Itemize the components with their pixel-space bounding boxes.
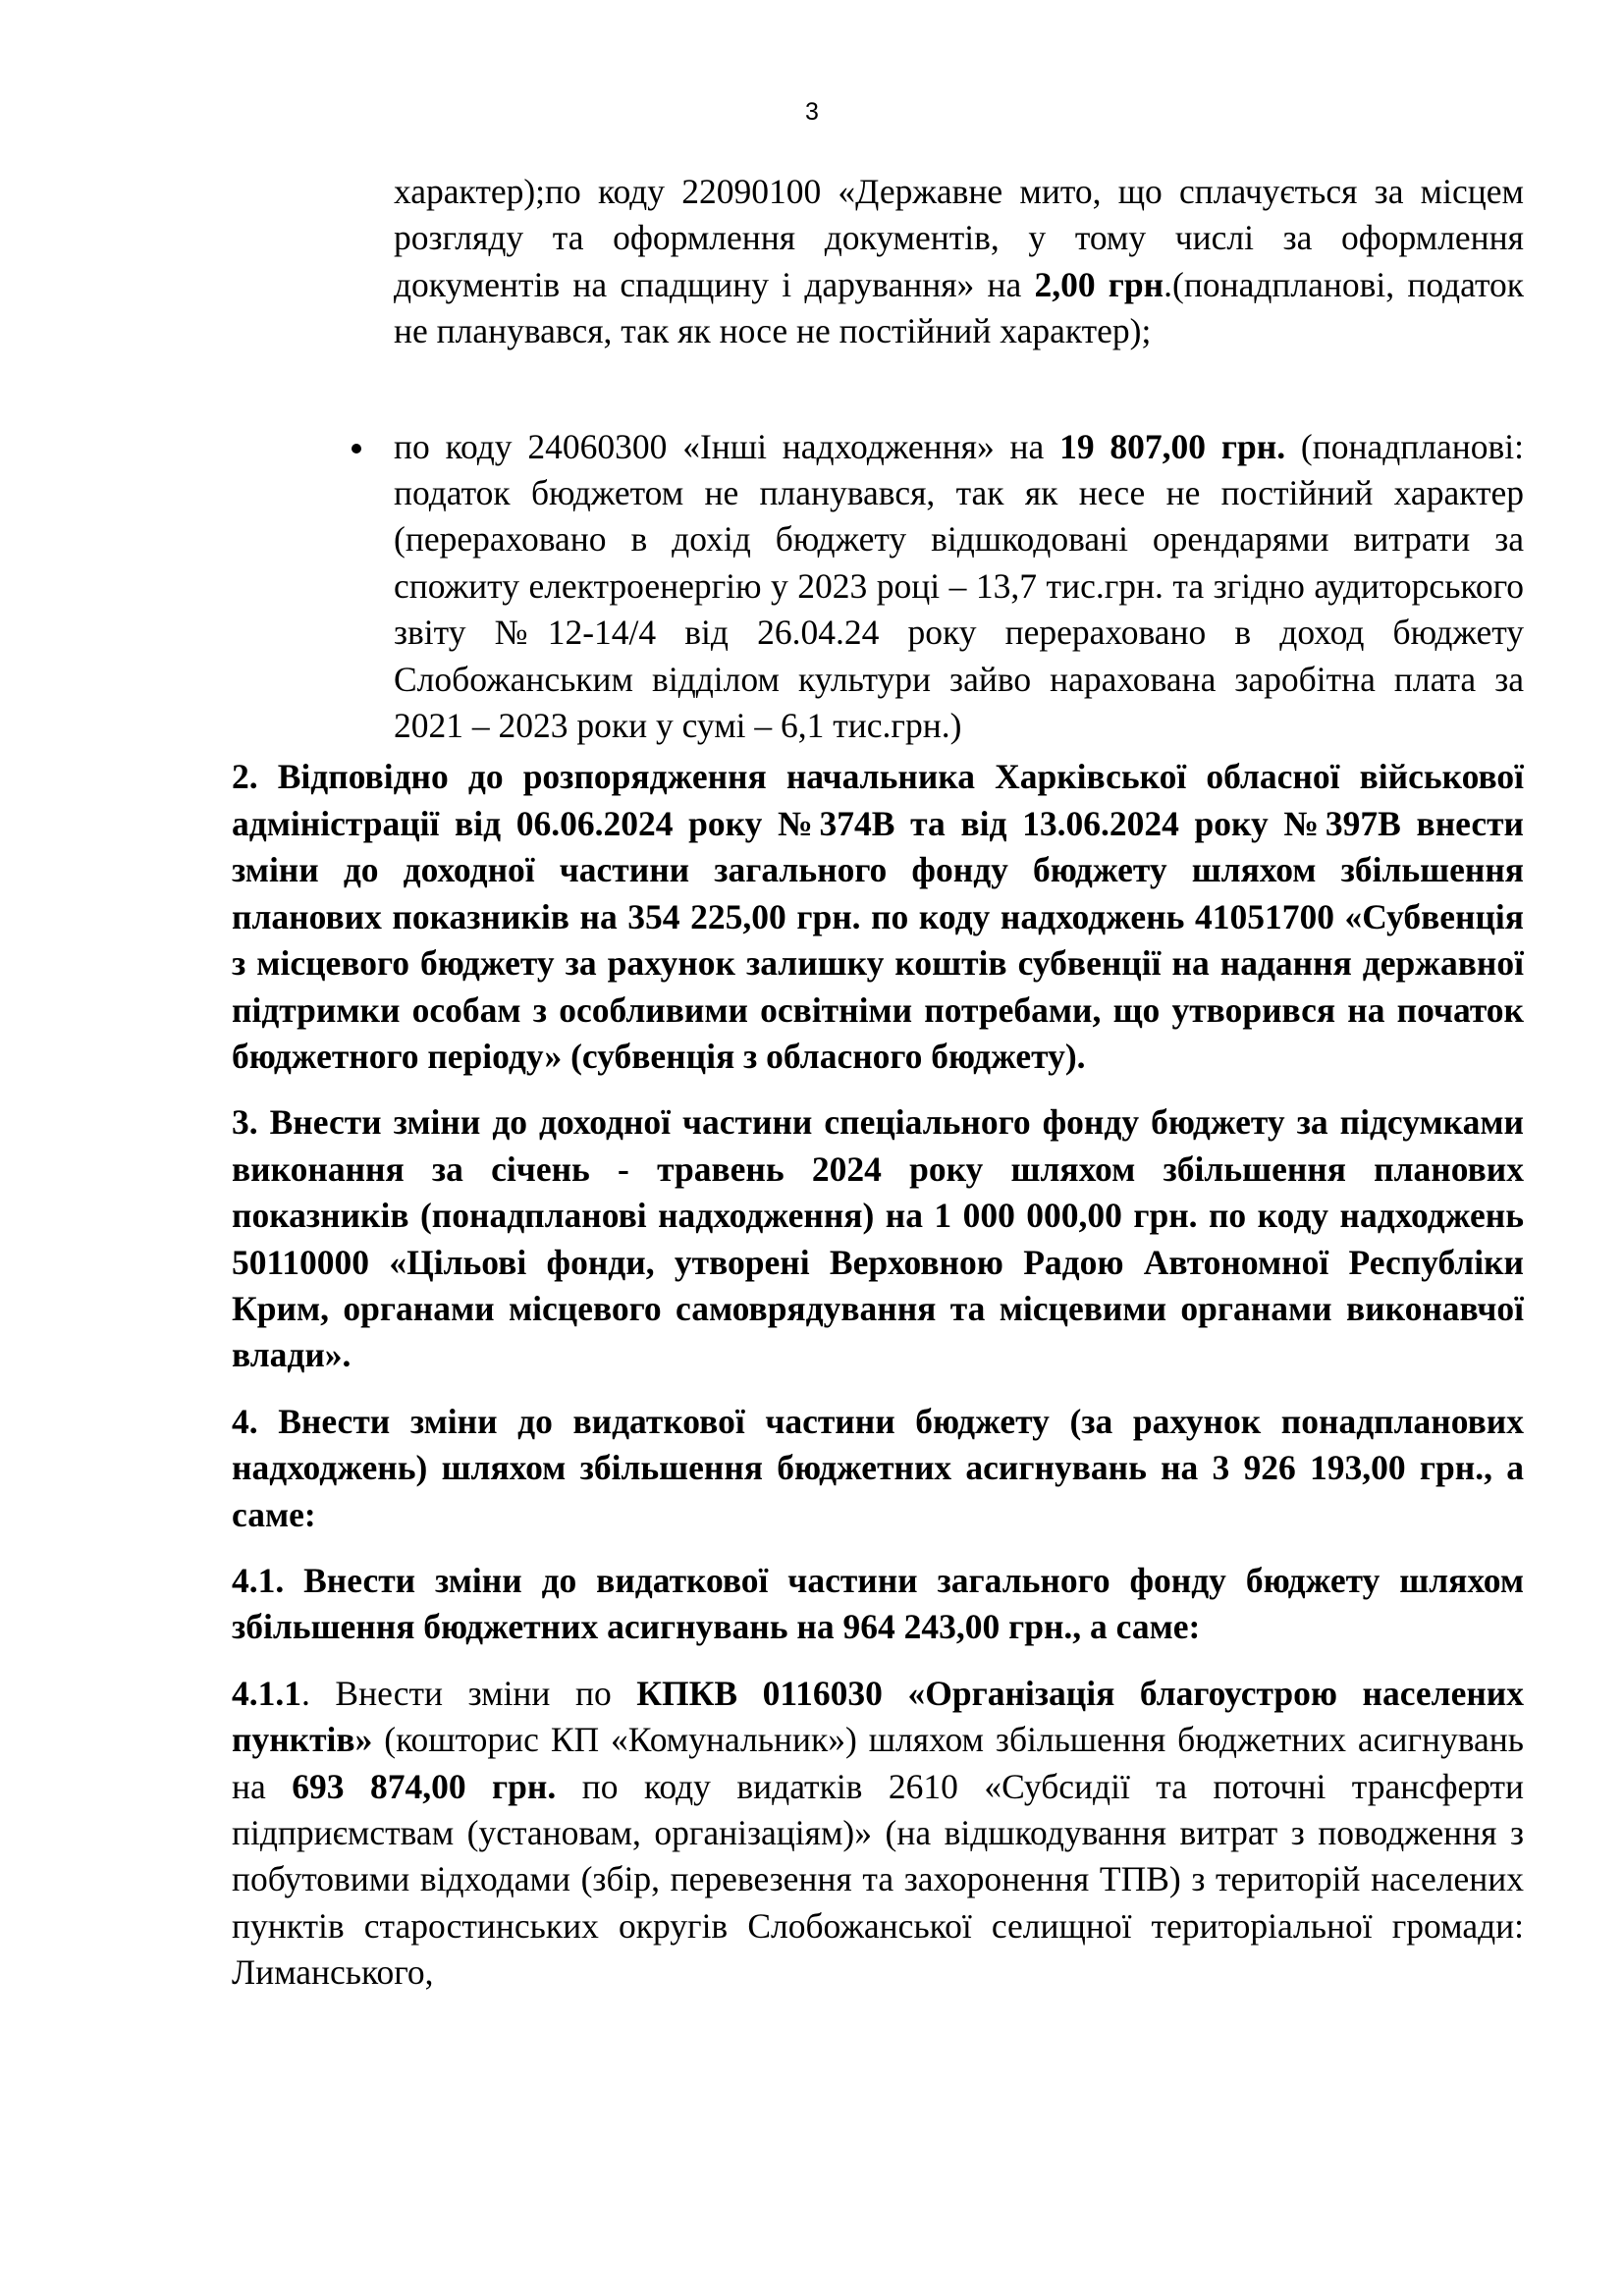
- intro-paragraph: [394, 169, 1524, 355]
- bullet-amount: 19 807,00 грн.: [1059, 426, 1286, 466]
- page-number: 3: [805, 98, 819, 126]
- bullet-text-a: по коду 24060300 «Інші надходження» на: [394, 426, 1060, 466]
- bullet-paragraph: [394, 424, 1524, 750]
- section-2-paragraph: 2. Відповідно до розпорядження начальника Харківської обласної військової адміністрації від 06.06.2024 року №374В та від 13.06.2024 року №397В внести зміни до доходної частини загального фонду бюджету шляхом збільшення планових показників на 354 225,00 грн. по коду надходжень 41051700 «Субвенція з місцевого бюджету за рахунок залишку коштів субвенції на надання державної підтримки особам з особливими освітніми потребами, що утворився на початок бюджетного періоду» (субвенція з обласного бюджету).: [232, 757, 1524, 1076]
- intro-amount: 2,00 грн: [1034, 264, 1164, 304]
- section-4-paragraph: 4. Внести зміни до видаткової частини бюджету (за рахунок понадпланових надходжень) шляхом збільшення бюджетних асигнувань на 3 926 193,00 грн., а саме:: [232, 1401, 1524, 1534]
- section-4-1-1-text-c: по коду видатків 2610 «Субсидії та поточні трансферти підприємствам (установам, організаціям)» (на відшкодування витрат з поводження з побутовими відходами (збір, перевезення та захоронення ТПВ) з територій населених пунктів старостинських округів Слобожанської селищної територіальної громади: Лиманського,: [232, 1766, 1524, 1993]
- section-4-1-1-kpkv: КПКВ 0116030 «Організація благоустрою населених пунктів»: [232, 1673, 1524, 1760]
- bullet-dot-icon: [352, 444, 361, 454]
- section-4-1-1-number: 4.1.1: [232, 1673, 301, 1713]
- intro-text-b: .(понадпланові, податок не планувався, так як носе не постійний характер);: [394, 264, 1524, 351]
- section-3-paragraph: 3. Внести зміни до доходної частини спеціального фонду бюджету за підсумками виконання за січень - травень 2024 року шляхом збільшення планових показників (понадпланові надходження) на 1 000 000,00 грн. по коду надходжень 50110000 «Цільові фонди, утворені Верховною Радою Автономної Республіки Крим, органами місцевого самоврядування та місцевими органами виконавчої влади».: [232, 1102, 1524, 1375]
- bullet-list-item: [394, 424, 1524, 750]
- document-body: [232, 169, 1524, 1997]
- bullet-text-b: (понадпланові: податок бюджетом не планувався, так як несе не постійний характер (перераховано в дохід бюджету відшкодовані орендарями витрати за спожиту електроенергію у 2023 році – 13,7 тис.грн. та згідно аудиторського звіту №12-14/4 від 26.04.24 року перераховано в доход бюджету Слобожанським відділом культури зайво нарахована заробітна плата за 2021 – 2023 роки у сумі – 6,1 тис.грн.): [394, 426, 1524, 746]
- section-4-1-1-paragraph: [232, 1671, 1524, 1997]
- intro-text-a: характер);по коду 22090100 «Державне мито, що сплачується за місцем розгляду та оформлення документів, у тому числі за оформлення документів на спадщину і дарування» на: [394, 172, 1524, 304]
- section-4-1-paragraph: 4.1. Внести зміни до видаткової частини загального фонду бюджету шляхом збільшення бюджетних асигнувань на 964 243,00 грн., а саме:: [232, 1560, 1524, 1647]
- section-4-1-1-text-b: (кошторис КП «Комунальник») шляхом збільшення бюджетних асигнувань на: [232, 1720, 1524, 1806]
- section-4-1-1-text-a: . Внести зміни по: [301, 1673, 637, 1713]
- section-4-1-1-amount: 693 874,00 грн.: [292, 1766, 557, 1806]
